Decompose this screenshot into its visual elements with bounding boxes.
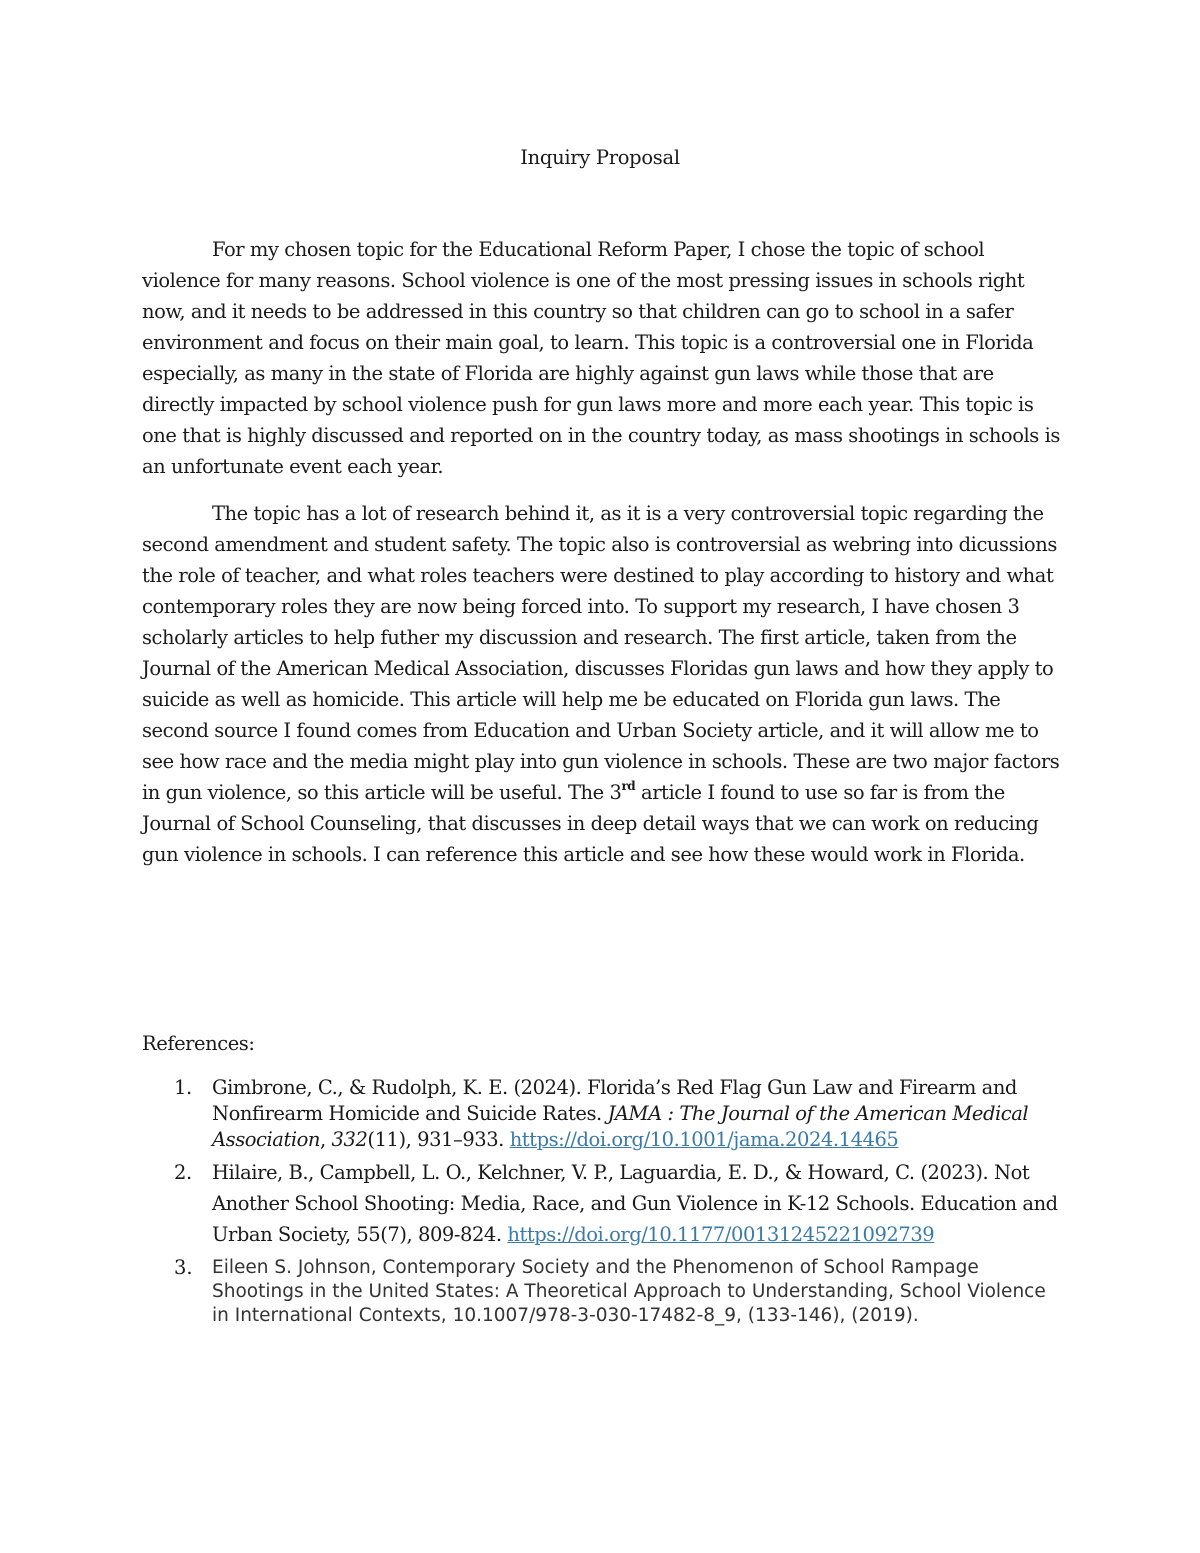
reference-list xyxy=(142,1075,1060,1328)
reference-text: Hilaire, B., Campbell, L. O., Kelchner, V. P., Laguardia, E. D., & Howard, C. (2023). Not Another School Shooting: Media, Race, and Gun Violence in K-12 Schools. Education and Urban Society, 55(7), 809-824. xyxy=(212,1161,1058,1246)
ordinal-superscript: rd xyxy=(621,778,636,793)
reference-number: 2. xyxy=(174,1161,192,1184)
paragraph-2 xyxy=(142,498,1060,870)
reference-item-3 xyxy=(142,1256,1060,1328)
paragraph-2-text-b: article I found to use so far is from the Journal of School Counseling, that discusses in deep detail ways that we can work on reducing gun violence in schools. I can reference this article and see how these would work in Florida. xyxy=(142,781,1039,866)
reference-volume: 332 xyxy=(331,1128,368,1151)
reference-item-2 xyxy=(142,1157,1060,1250)
reference-number: 1. xyxy=(174,1076,192,1099)
doi-link[interactable]: https://doi.org/10.1177/00131245221092739 xyxy=(507,1223,935,1246)
paragraph-2-text-a: The topic has a lot of research behind it, as it is a very controversial topic regarding the second amendment and student safety. The topic also is controversial as webring into dicussions the role of teacher, and what roles teachers were destined to play according to history and what contemporary roles they are now being forced into. To support my research, I have chosen 3 scholarly articles to help futher my discussion and research. The first article, taken from the Journal of the American Medical Association, discusses Floridas gun laws and how they apply to suicide as well as homicide. This article will help me be educated on Florida gun laws. The second source I found comes from Education and Urban Society article, and it will allow me to see how race and the media might play into gun violence in schools. These are two major factors in gun violence, so this article will be useful. The 3 xyxy=(142,502,1060,804)
reference-text: , xyxy=(320,1128,332,1151)
reference-text: Eileen S. Johnson, Contemporary Society and the Phenomenon of School Rampage Shootings in the United States: A Theoretical Approach to Understanding, School Violence in International Contexts, 10.1007/978-3-030-17482-8_9, (133-146), (2019). xyxy=(212,1257,1046,1326)
reference-journal: JAMA : The Journal of the American Medical Association xyxy=(212,1102,1029,1151)
paragraph-1: For my chosen topic for the Educational Reform Paper, I chose the topic of school violence for many reasons. School violence is one of the most pressing issues in schools right now, and it needs to be addressed in this country so that children can go to school in a safer environment and focus on their main goal, to learn. This topic is a controversial one in Florida especially, as many in the state of Florida are highly against gun laws while those that are directly impacted by school violence push for gun laws more and more each year. This topic is one that is highly discussed and reported on in the country today, as mass shootings in schools is an unfortunate event each year. xyxy=(142,238,1060,478)
document-body xyxy=(142,234,1060,886)
reference-item-1 xyxy=(142,1075,1060,1153)
reference-number: 3. xyxy=(174,1256,193,1279)
reference-text: (11), 931–933. xyxy=(367,1128,510,1151)
doi-link[interactable]: https://doi.org/10.1001/jama.2024.14465 xyxy=(509,1128,899,1151)
reference-text: Gimbrone, C., & Rudolph, K. E. (2024). Florida’s Red Flag Gun Law and Firearm and Nonfirearm Homicide and Suicide Rates. xyxy=(212,1076,1017,1125)
references-heading: References: xyxy=(142,1032,255,1055)
references-section xyxy=(142,1028,1060,1328)
page-title: Inquiry Proposal xyxy=(520,146,680,169)
